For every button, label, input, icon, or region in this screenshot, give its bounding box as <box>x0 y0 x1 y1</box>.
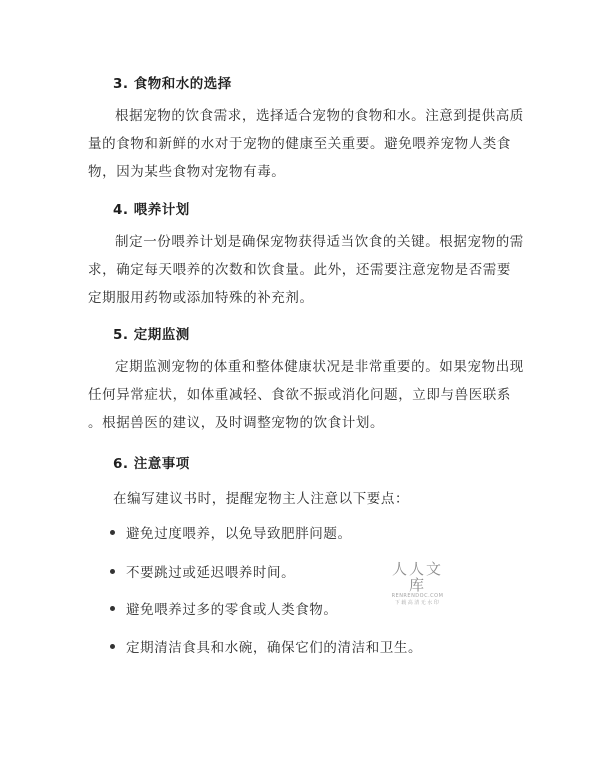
watermark-logo <box>385 561 450 606</box>
paragraph-line: 量的食物和新鲜的水对于宠物的健康至关重要。避免喂养宠物人类食 <box>88 136 511 152</box>
paragraph-line: 定期监测宠物的体重和整体健康状况是非常重要的。如果宠物出现 <box>115 359 524 375</box>
paragraph-line: 物，因为某些食物对宠物有毒。 <box>88 164 286 180</box>
section-4-paragraph <box>88 228 524 312</box>
bullet-icon <box>110 606 115 611</box>
bullet-item <box>110 561 295 581</box>
bullet-icon <box>110 644 115 649</box>
section-5-heading: 5. 定期监测 <box>113 327 190 343</box>
section-5-paragraph <box>88 353 524 437</box>
section-3-paragraph <box>88 102 524 186</box>
bullet-text: 避免喂养过多的零食或人类食物。 <box>126 602 338 618</box>
bullet-text: 避免过度喂养，以免导致肥胖问题。 <box>126 526 352 542</box>
bullet-text: 不要跳过或延迟喂养时间。 <box>126 565 296 581</box>
bullet-item <box>110 598 338 618</box>
paragraph-line: 定期服用药物或添加特殊的补充剂。 <box>88 290 314 306</box>
paragraph-line: 制定一份喂养计划是确保宠物获得适当饮食的关键。根据宠物的需 <box>115 234 524 250</box>
section-4-heading: 4. 喂养计划 <box>113 202 190 218</box>
watermark-url: RENRENDOC.COM <box>391 593 444 599</box>
paragraph-line: 求，确定每天喂养的次数和饮食量。此外，还需要注意宠物是否需要 <box>88 262 511 278</box>
bullet-icon <box>110 569 115 574</box>
bullet-text: 定期清洁食具和水碗，确保它们的清洁和卫生。 <box>126 640 423 656</box>
section-6-intro: 在编写建议书时，提醒宠物主人注意以下要点： <box>113 491 410 507</box>
watermark-title: 人人文库 <box>391 560 443 594</box>
paragraph-line: 任何异常症状，如体重减轻、食欲不振或消化问题，立即与兽医联系 <box>88 387 511 403</box>
bullet-icon <box>110 530 115 535</box>
paragraph-line: 根据宠物的饮食需求，选择适合宠物的食物和水。注意到提供高质 <box>115 108 524 124</box>
paragraph-line: 。根据兽医的建议，及时调整宠物的饮食计划。 <box>88 415 385 431</box>
bullet-item <box>110 522 352 542</box>
bullet-item <box>110 636 422 656</box>
section-6-heading: 6. 注意事项 <box>113 456 190 472</box>
section-3-heading: 3. 食物和水的选择 <box>113 76 232 92</box>
watermark-subtitle: 下载高清无水印 <box>394 600 441 606</box>
